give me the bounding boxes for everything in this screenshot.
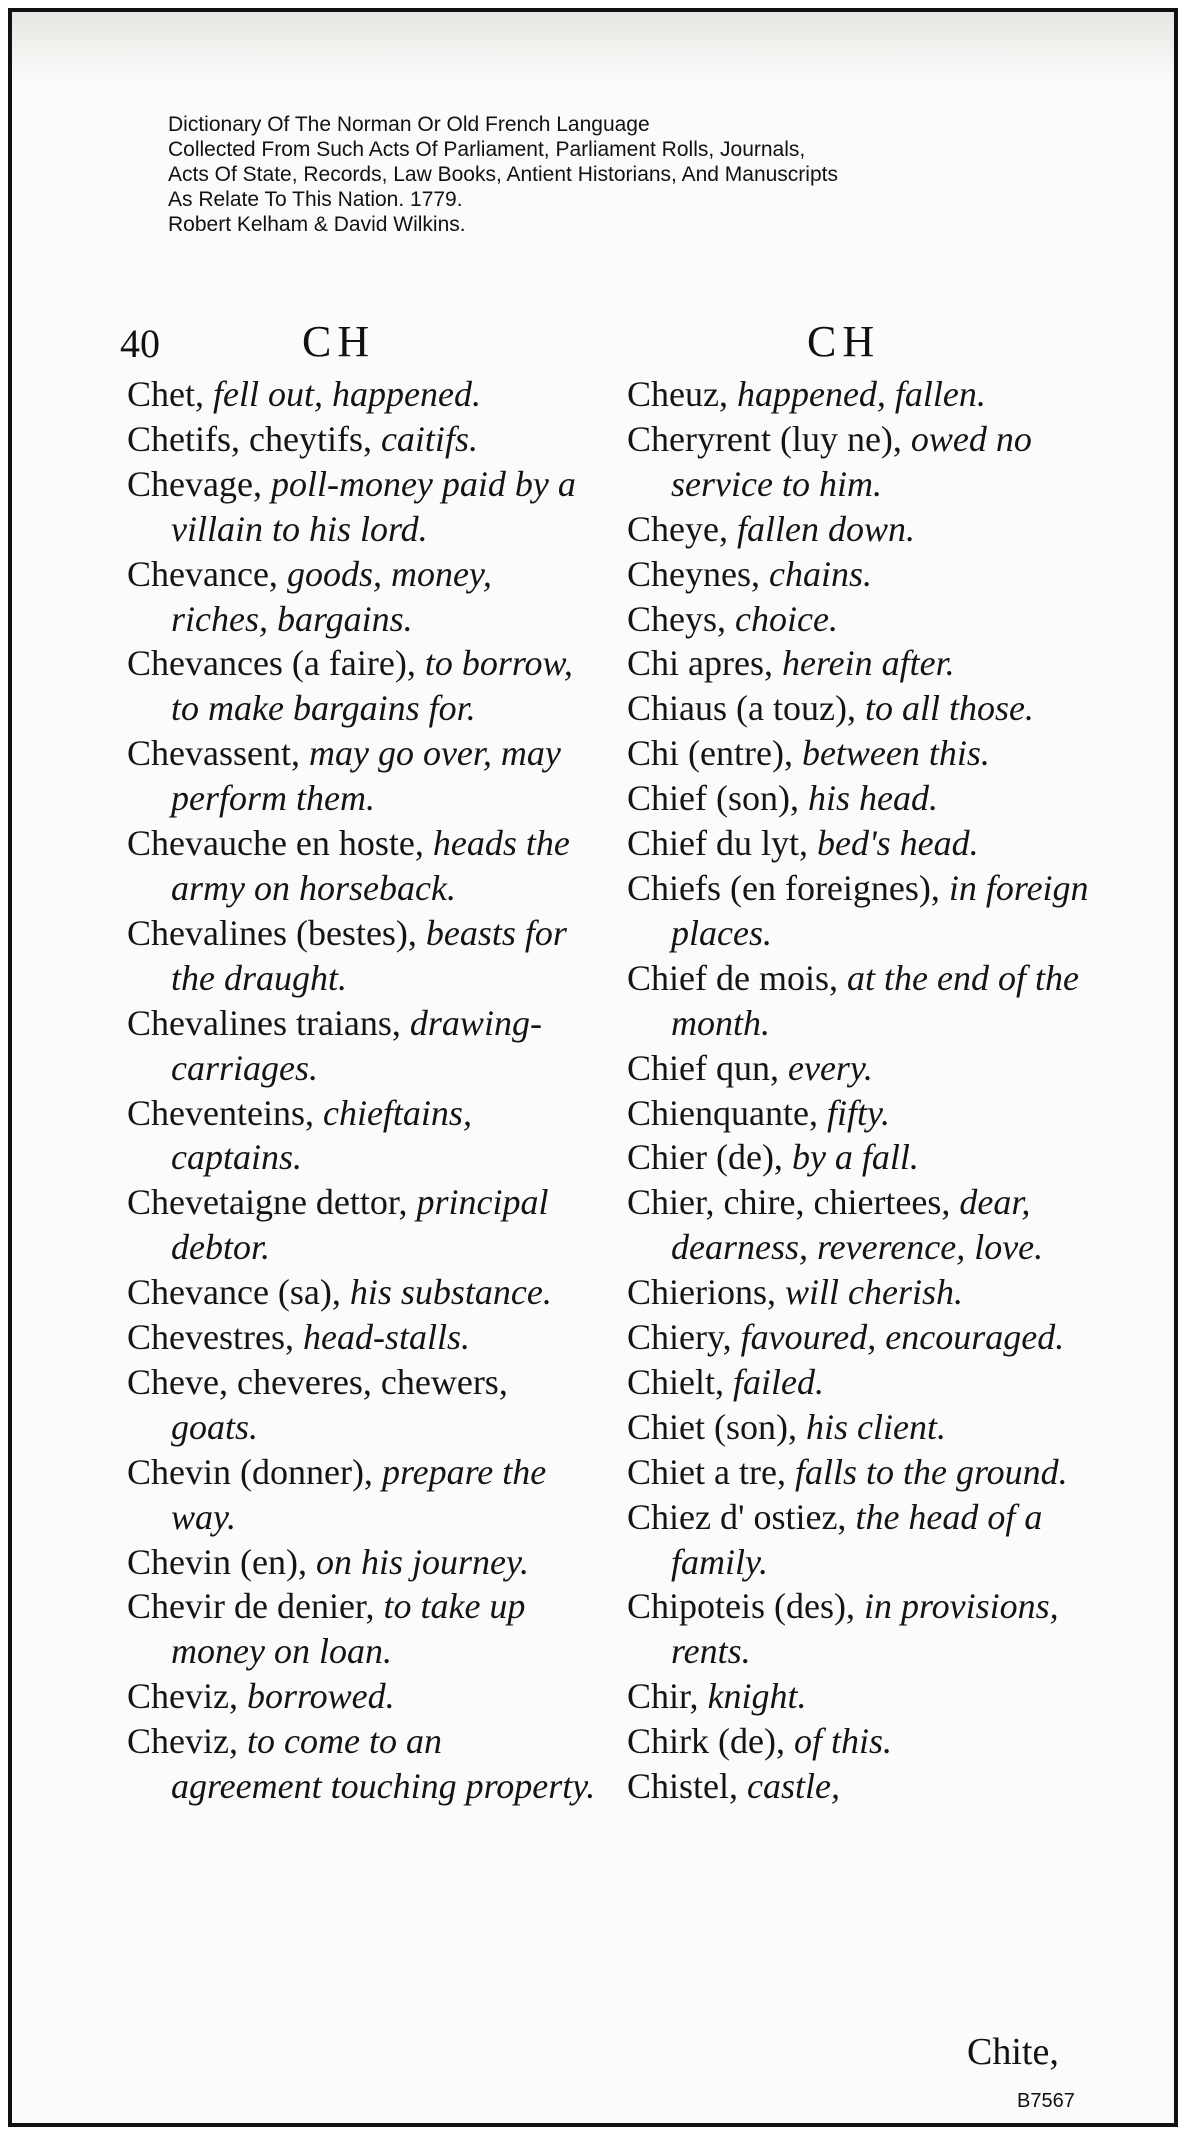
entry-definition: may go over, may perform them. xyxy=(171,733,561,819)
entry-headword: Chief qun, xyxy=(627,1047,779,1088)
entry-headword: Chistel, xyxy=(627,1766,739,1807)
entry-headword: Chevauche en hoste, xyxy=(127,823,424,864)
dictionary-entry xyxy=(627,507,1097,552)
dictionary-entry xyxy=(627,597,1097,642)
entry-definition: prepare the way. xyxy=(171,1451,547,1537)
entry-headword: Chier (de), xyxy=(627,1137,783,1178)
entry-definition: knight. xyxy=(707,1676,807,1717)
entry-headword: Chielt, xyxy=(627,1361,724,1402)
entry-definition: happened, fallen. xyxy=(736,374,986,414)
entry-definition: caitifs. xyxy=(380,418,478,459)
dictionary-entry xyxy=(127,911,597,1001)
entry-headword: Chief (son), xyxy=(627,778,799,819)
dictionary-entry xyxy=(627,686,1097,731)
entry-headword: Chipoteis (des), xyxy=(627,1586,855,1627)
entry-headword: Chi apres, xyxy=(627,643,773,684)
reference-code: B7567 xyxy=(1017,2090,1075,2112)
dictionary-entry xyxy=(627,1046,1097,1091)
entry-headword: Chetifs, cheytifs, xyxy=(127,418,372,459)
entry-definition: in provisions, rents. xyxy=(671,1586,1059,1672)
entry-definition: owed no service to him. xyxy=(671,418,1032,504)
entry-definition: the head of a family. xyxy=(671,1496,1043,1582)
entry-definition: beasts for the draught. xyxy=(171,912,567,998)
header-note-line: Dictionary Of The Norman Or Old French Language xyxy=(168,113,650,136)
dictionary-entry xyxy=(127,1270,597,1315)
dictionary-entry xyxy=(627,866,1097,956)
page-number: 40 xyxy=(120,321,160,366)
entry-definition: failed. xyxy=(733,1361,824,1402)
entry-headword: Chiefs (en foreignes), xyxy=(627,867,940,908)
entry-headword: Chief du lyt, xyxy=(627,823,808,864)
entry-definition: bed's head. xyxy=(816,823,979,864)
entry-headword: Cheynes, xyxy=(627,553,760,594)
entry-headword: Chevestres, xyxy=(127,1317,294,1358)
entry-headword: Chirk (de), xyxy=(627,1721,785,1762)
dictionary-entry xyxy=(627,1360,1097,1405)
dictionary-entry xyxy=(627,417,1097,507)
dictionary-entry xyxy=(627,372,1097,417)
dictionary-entry xyxy=(127,462,597,552)
dictionary-entry xyxy=(627,1405,1097,1450)
entry-definition: to take up money on loan. xyxy=(171,1586,526,1672)
dictionary-entry xyxy=(127,1540,597,1585)
dictionary-entry xyxy=(127,1091,597,1181)
dictionary-entry xyxy=(627,956,1097,1046)
entry-headword: Chevance (sa), xyxy=(127,1272,341,1313)
header-note xyxy=(168,112,1068,237)
entry-headword: Cheviz, xyxy=(127,1721,238,1762)
dictionary-entry xyxy=(127,1180,597,1270)
entry-headword: Cheventeins, xyxy=(127,1092,314,1133)
entry-definition: in foreign places. xyxy=(671,867,1089,953)
dictionary-entry xyxy=(127,1674,597,1719)
entry-headword: Chier, chire, chiertees, xyxy=(627,1182,951,1223)
dictionary-entry xyxy=(127,417,597,462)
dictionary-entry xyxy=(627,1674,1097,1719)
dictionary-entry xyxy=(127,1719,597,1809)
header-note-line: As Relate To This Nation. 1779. xyxy=(168,188,463,211)
entry-definition: drawing-carriages. xyxy=(171,1002,542,1088)
entry-definition: principal debtor. xyxy=(171,1182,549,1268)
entry-headword: Cheve, cheveres, chewers, xyxy=(127,1361,508,1402)
dictionary-entry xyxy=(627,1135,1097,1180)
entry-headword: Chir, xyxy=(627,1676,699,1717)
entry-definition: every. xyxy=(787,1047,873,1088)
entry-definition: favoured, encouraged. xyxy=(740,1317,1065,1358)
entry-headword: Chevin (en), xyxy=(127,1541,307,1582)
dictionary-entry xyxy=(627,1270,1097,1315)
entry-headword: Chiery, xyxy=(627,1317,732,1358)
dictionary-entry xyxy=(127,731,597,821)
entry-definition: to all those. xyxy=(864,688,1034,729)
entry-definition: of this. xyxy=(793,1721,892,1762)
entry-definition: by a fall. xyxy=(791,1137,919,1178)
entry-definition: his substance. xyxy=(349,1272,552,1313)
entry-headword: Chevin (donner), xyxy=(127,1451,373,1492)
entry-definition: chains. xyxy=(768,553,872,594)
dictionary-entry xyxy=(627,1495,1097,1585)
catchword: Chite, xyxy=(967,2031,1059,2073)
entry-definition: to borrow, to make bargains for. xyxy=(171,643,573,729)
entry-definition: herein after. xyxy=(781,643,955,684)
dictionary-entry xyxy=(627,776,1097,821)
entry-headword: Chevir de denier, xyxy=(127,1586,375,1627)
running-head xyxy=(12,308,1174,368)
entry-definition: head-stalls. xyxy=(302,1317,470,1358)
left-column xyxy=(127,372,597,1809)
entry-definition: at the end of the month. xyxy=(671,957,1079,1043)
entry-headword: Chevage, xyxy=(127,463,262,504)
entry-definition: on his journey. xyxy=(315,1541,529,1582)
dictionary-entry xyxy=(627,1180,1097,1270)
entry-definition: his client. xyxy=(805,1406,946,1447)
dictionary-entry xyxy=(127,821,597,911)
entry-definition: goods, money, riches, bargains. xyxy=(171,553,492,639)
entry-definition: heads the army on horseback. xyxy=(171,823,570,908)
entry-definition: goats. xyxy=(171,1406,259,1447)
dictionary-page xyxy=(8,8,1178,2127)
dictionary-entry xyxy=(627,1719,1097,1764)
header-note-line: Acts Of State, Records, Law Books, Antient Historians, And Manuscripts xyxy=(168,163,838,186)
dictionary-entry xyxy=(627,1091,1097,1136)
entry-headword: Chiez d' ostiez, xyxy=(627,1496,847,1537)
entry-definition: fell out, happened. xyxy=(213,374,481,414)
entry-headword: Chevances (a faire), xyxy=(127,643,416,684)
dictionary-entry xyxy=(127,1360,597,1450)
entry-definition: fifty. xyxy=(826,1092,890,1133)
entry-headword: Chevalines (bestes), xyxy=(127,912,417,953)
entry-headword: Chienquante, xyxy=(627,1092,818,1133)
dictionary-entry xyxy=(127,1584,597,1674)
entry-headword: Cheryrent (luy ne), xyxy=(627,418,902,459)
entry-headword: Chiet (son), xyxy=(627,1406,797,1447)
entry-headword: Chevassent, xyxy=(127,733,300,774)
entry-headword: Chief de mois, xyxy=(627,957,838,998)
entry-definition: borrowed. xyxy=(246,1676,395,1717)
entry-headword: Cheye, xyxy=(627,508,728,549)
entry-headword: Chevalines traians, xyxy=(127,1002,401,1043)
running-head-left: CH xyxy=(302,317,376,366)
scan-shadow xyxy=(12,12,1174,82)
entry-definition: poll-money paid by a villain to his lord. xyxy=(171,463,576,549)
entry-headword: Chiaus (a touz), xyxy=(627,688,856,729)
entry-definition: his head. xyxy=(807,778,938,819)
running-head-right: CH xyxy=(807,317,881,366)
entry-definition: fallen down. xyxy=(736,508,915,549)
entry-definition: to come to an agreement touching property. xyxy=(171,1721,596,1807)
entry-headword: Chevance, xyxy=(127,553,278,594)
dictionary-entry xyxy=(127,641,597,731)
dictionary-entry xyxy=(127,552,597,642)
dictionary-entry xyxy=(127,1001,597,1091)
entry-definition: choice. xyxy=(735,598,838,639)
dictionary-entry xyxy=(627,1764,1097,1809)
dictionary-entry xyxy=(627,731,1097,776)
dictionary-entry xyxy=(627,1584,1097,1674)
entry-headword: Cheys, xyxy=(627,598,726,639)
dictionary-entry xyxy=(627,1450,1097,1495)
dictionary-entry xyxy=(127,1315,597,1360)
entry-headword: Chet, xyxy=(127,374,204,414)
entry-headword: Chierions, xyxy=(627,1272,776,1313)
entry-headword: Chi (entre), xyxy=(627,733,793,774)
entry-headword: Cheuz, xyxy=(627,374,728,414)
dictionary-entry xyxy=(627,821,1097,866)
dictionary-entry xyxy=(127,372,597,417)
dictionary-entry xyxy=(127,1450,597,1540)
entry-definition: castle, xyxy=(747,1766,840,1807)
header-note-line: Collected From Such Acts Of Parliament, Parliament Rolls, Journals, xyxy=(168,138,806,161)
entry-headword: Cheviz, xyxy=(127,1676,238,1717)
entry-definition: will cherish. xyxy=(785,1272,963,1313)
entry-definition: chieftains, captains. xyxy=(171,1092,472,1178)
entry-headword: Chevetaigne dettor, xyxy=(127,1182,408,1223)
header-note-line: Robert Kelham & David Wilkins. xyxy=(168,213,466,236)
entry-definition: falls to the ground. xyxy=(794,1451,1068,1492)
dictionary-entry xyxy=(627,1315,1097,1360)
entry-definition: between this. xyxy=(801,733,990,774)
entry-definition: dear, dearness, reverence, love. xyxy=(671,1182,1044,1268)
entry-headword: Chiet a tre, xyxy=(627,1451,786,1492)
dictionary-entry xyxy=(627,641,1097,686)
right-column xyxy=(627,372,1097,1809)
dictionary-entry xyxy=(627,552,1097,597)
